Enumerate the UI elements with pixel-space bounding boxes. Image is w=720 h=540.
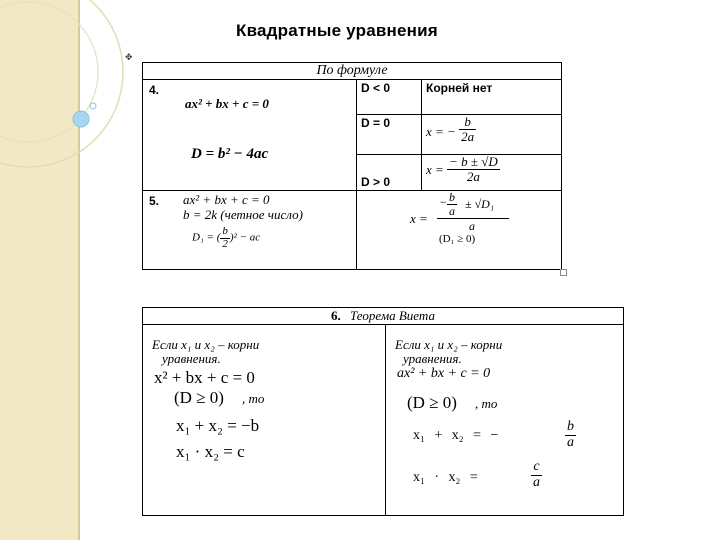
left-equation: x² + bx + c = 0 <box>154 368 255 387</box>
row5-inner-fraction <box>447 191 457 217</box>
case2-denominator: 2a <box>461 128 475 144</box>
case3-fraction <box>447 155 500 183</box>
row5-root: ± √D₁ <box>465 197 495 211</box>
table1-header: По формуле <box>143 63 562 80</box>
row5-condition: b = 2k (четное число) <box>183 207 303 222</box>
row5-d1-num: b <box>222 225 228 237</box>
row5-formula-condition: (D₁ ≥ 0) <box>439 233 476 245</box>
right-sum-den: a <box>567 434 574 450</box>
left-intro-line1: Если x₁ и x₂ – корни <box>152 337 260 352</box>
case3-condition-cell <box>357 155 422 191</box>
row5-inner-num: b <box>449 190 455 204</box>
left-sum: x₁ + x₂ = −b <box>176 416 260 435</box>
right-intro-line2: уравнения. <box>403 351 462 366</box>
vieta-right-cell <box>386 325 624 516</box>
case3-numerator: − b ± √D <box>449 154 498 169</box>
case2-condition-cell <box>357 115 422 155</box>
vieta-table <box>142 307 624 516</box>
case1-condition-cell <box>357 80 422 115</box>
case1-result-cell <box>422 80 562 115</box>
slide-title: Квадратные уравнения <box>236 21 438 40</box>
table1-resize-handle[interactable] <box>560 269 567 276</box>
right-sum-fraction <box>565 420 576 450</box>
case1-result: Корней нет <box>426 81 493 95</box>
case3-condition: D > 0 <box>361 175 391 189</box>
left-then: , то <box>242 391 265 406</box>
row5-d1-suffix: ² − ac <box>233 231 261 244</box>
right-sum-num: b <box>567 419 574 434</box>
deco-bubble-small <box>90 103 96 109</box>
right-product-left: x₁ · x₂ = <box>413 470 478 485</box>
row5-d1-den: 2 <box>222 237 228 250</box>
case2-prefix: x = − <box>426 124 456 140</box>
row5-den: a <box>469 219 475 233</box>
table2-header-title: Теорема Виета <box>350 308 435 323</box>
row4-left-cell <box>143 80 357 191</box>
row5-inner-den: a <box>449 203 455 218</box>
case2-numerator: b <box>464 114 471 129</box>
row5-d1-prefix: D₁ = <box>192 231 217 244</box>
row5-right-cell <box>357 191 562 270</box>
row5-equation: ax² + bx + c = 0 <box>183 192 270 207</box>
row5-left-cell <box>143 191 357 270</box>
row5-inner-sign: − <box>439 195 448 209</box>
case2-condition: D = 0 <box>361 116 391 130</box>
row5-d1-fraction <box>220 226 230 250</box>
right-sum-left: x₁ + x₂ = − <box>413 428 499 443</box>
left-product: x₁ · x₂ = c <box>176 442 245 461</box>
right-product-num: c <box>533 459 540 474</box>
left-condition: (D ≥ 0) <box>174 388 224 407</box>
move-handle-icon[interactable]: ✥ <box>125 52 133 62</box>
row4-equation: ax² + bx + c = 0 <box>185 96 269 111</box>
formula-table <box>142 62 562 270</box>
case2-result-cell <box>422 115 562 155</box>
case3-denominator: 2a <box>447 169 500 184</box>
case3-prefix: x = <box>426 162 444 178</box>
right-product-fraction <box>531 460 542 490</box>
table2-header-number: 6. <box>331 308 341 323</box>
table2-header <box>143 308 624 325</box>
case3-result-cell <box>422 155 562 191</box>
row5-d1-formula: D₁ = ( $\frac{b}{2}$ )² − ac <box>192 225 261 250</box>
row5-number: 5. <box>149 194 160 208</box>
row4-discriminant: D = b² − 4ac <box>191 146 269 162</box>
right-condition: (D ≥ 0) <box>407 393 457 412</box>
case2-fraction <box>459 115 476 143</box>
vieta-left-cell <box>143 325 386 516</box>
slide-sidebar <box>0 0 80 540</box>
right-product-den: a <box>533 474 540 490</box>
sidebar-edge <box>78 0 80 540</box>
left-intro-line2: уравнения. <box>162 351 221 366</box>
right-equation: ax² + bx + c = 0 <box>397 366 491 381</box>
right-then: , то <box>475 396 498 411</box>
case1-condition: D < 0 <box>361 81 391 95</box>
right-intro-line1: Если x₁ и x₂ – корни <box>395 337 503 352</box>
row4-number: 4. <box>149 83 160 97</box>
row5-x-prefix: x = <box>410 211 428 226</box>
